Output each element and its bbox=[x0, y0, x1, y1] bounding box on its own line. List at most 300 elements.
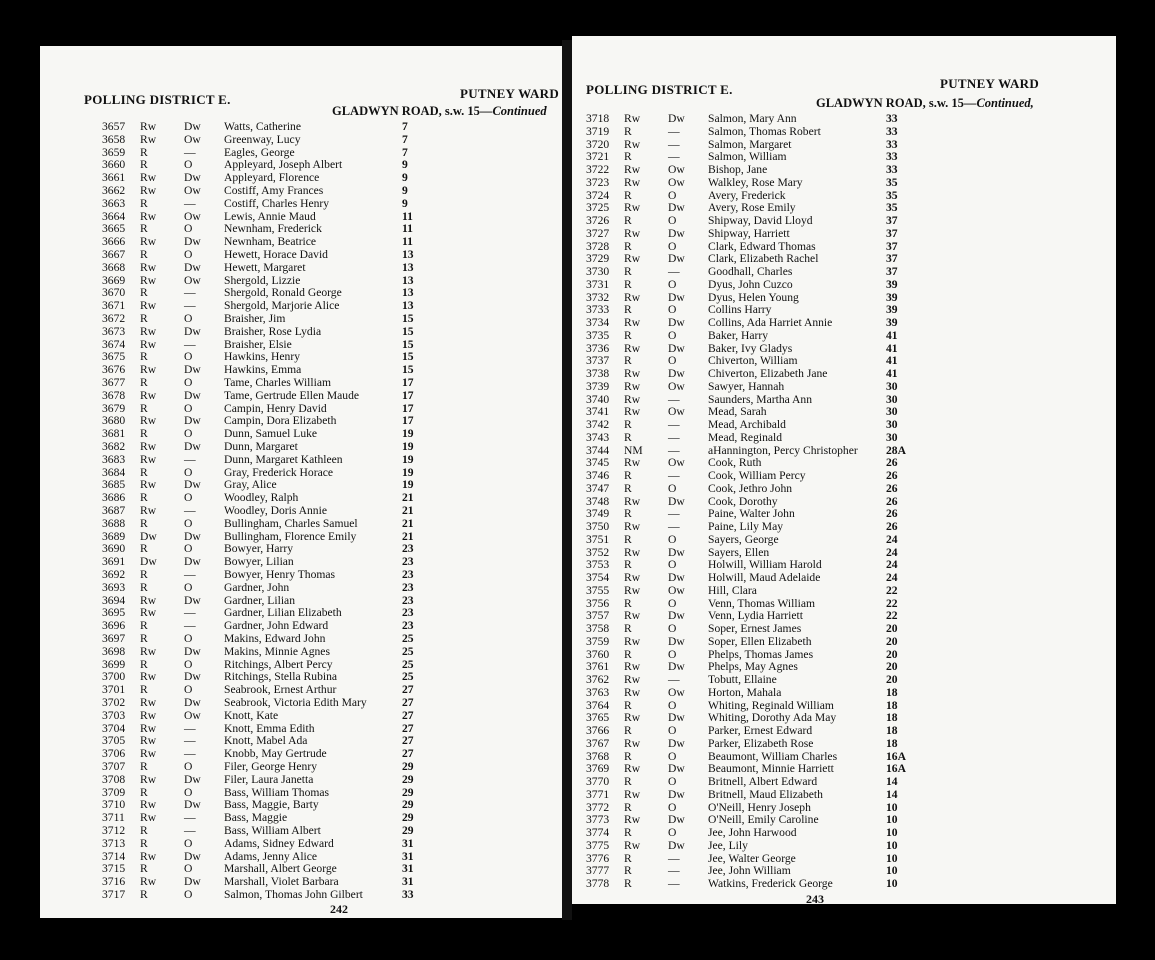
elector-number: 3691 bbox=[102, 555, 126, 569]
qualification-code: Rw bbox=[624, 316, 641, 329]
elector-number: 3703 bbox=[102, 708, 126, 722]
elector-number: 3769 bbox=[586, 762, 610, 776]
elector-row bbox=[586, 329, 1026, 342]
elector-row bbox=[586, 150, 1026, 163]
occupation-code: — bbox=[668, 430, 680, 444]
elector-number: 3707 bbox=[102, 760, 126, 773]
elector-row bbox=[102, 632, 542, 645]
occupation-code: Dw bbox=[184, 120, 201, 133]
qualification-code: R bbox=[624, 150, 632, 164]
occupation-code: O bbox=[184, 401, 193, 415]
qualification-code: Rw bbox=[624, 290, 641, 304]
qualification-code: Dw bbox=[140, 529, 157, 543]
elector-number: 3711 bbox=[102, 811, 125, 825]
occupation-code: O bbox=[184, 376, 193, 389]
qualification-code: Rw bbox=[140, 593, 157, 607]
elector-row bbox=[586, 699, 1026, 712]
occupation-code: Ow bbox=[668, 405, 685, 419]
elector-name: Jee, John Harwood bbox=[708, 826, 797, 839]
qualification-code: Rw bbox=[624, 736, 641, 750]
elector-name: Sayers, George bbox=[708, 532, 779, 546]
house-number: 10 bbox=[886, 838, 898, 852]
elector-row bbox=[102, 274, 542, 287]
elector-number: 3693 bbox=[102, 580, 126, 594]
qualification-code: Rw bbox=[140, 171, 157, 185]
qualification-code: R bbox=[624, 698, 632, 712]
qualification-code: Rw bbox=[624, 494, 641, 508]
elector-number: 3750 bbox=[586, 520, 610, 533]
house-number: 26 bbox=[886, 520, 898, 533]
qualification-code: Rw bbox=[624, 609, 641, 623]
elector-row bbox=[102, 850, 542, 863]
elector-name: Baker, Ivy Gladys bbox=[708, 341, 793, 355]
elector-row bbox=[102, 376, 542, 389]
qualification-code: Rw bbox=[140, 273, 157, 287]
elector-name: Holwill, Maud Adelaide bbox=[708, 571, 821, 584]
district-heading: POLLING DISTRICT E. bbox=[586, 82, 733, 97]
elector-row bbox=[102, 581, 542, 594]
occupation-code: Dw bbox=[668, 201, 685, 215]
house-number: 14 bbox=[886, 775, 898, 788]
elector-number: 3674 bbox=[102, 337, 126, 351]
house-number: 26 bbox=[886, 456, 898, 470]
house-number: 30 bbox=[886, 405, 898, 419]
elector-number: 3662 bbox=[102, 184, 126, 197]
house-number: 13 bbox=[402, 286, 414, 300]
house-number: 28A bbox=[886, 443, 906, 457]
elector-name: Cook, Ruth bbox=[708, 456, 762, 470]
elector-number: 3775 bbox=[586, 838, 610, 852]
elector-name: Soper, Ellen Elizabeth bbox=[708, 634, 812, 648]
qualification-code: Rw bbox=[140, 875, 157, 889]
occupation-code: Dw bbox=[184, 798, 201, 812]
occupation-code: O bbox=[184, 785, 193, 799]
occupation-code: Dw bbox=[668, 112, 685, 125]
qualification-code: Rw bbox=[140, 811, 157, 825]
occupation-code: Dw bbox=[184, 414, 201, 428]
occupation-code: O bbox=[184, 657, 193, 671]
elector-name: Dunn, Margaret bbox=[224, 440, 298, 453]
house-number: 20 bbox=[886, 647, 898, 661]
elector-name: Bowyer, Lilian bbox=[224, 555, 294, 569]
qualification-code: R bbox=[624, 469, 632, 482]
occupation-code: — bbox=[184, 196, 196, 210]
occupation-code: O bbox=[184, 222, 193, 236]
elector-row bbox=[586, 418, 1026, 431]
elector-number: 3689 bbox=[102, 529, 126, 543]
occupation-code: — bbox=[668, 851, 680, 865]
elector-number: 3751 bbox=[586, 532, 610, 546]
elector-number: 3677 bbox=[102, 376, 126, 389]
elector-number: 3696 bbox=[102, 619, 126, 633]
elector-row bbox=[102, 466, 542, 479]
elector-number: 3737 bbox=[586, 354, 610, 368]
elector-row bbox=[102, 862, 542, 875]
occupation-code: Dw bbox=[184, 875, 201, 889]
elector-name: Appleyard, Joseph Albert bbox=[224, 158, 343, 172]
elector-row bbox=[586, 813, 1026, 826]
elector-row bbox=[102, 402, 542, 415]
elector-name: Watts, Catherine bbox=[224, 120, 301, 133]
occupation-code: Dw bbox=[668, 787, 685, 801]
occupation-code: Ow bbox=[184, 184, 201, 197]
elector-row bbox=[586, 622, 1026, 635]
elector-row bbox=[102, 210, 542, 223]
elector-row bbox=[586, 431, 1026, 444]
elector-number: 3678 bbox=[102, 388, 126, 402]
elector-row bbox=[102, 235, 542, 248]
elector-number: 3721 bbox=[586, 150, 610, 164]
elector-row bbox=[586, 380, 1026, 393]
house-number: 33 bbox=[886, 137, 898, 151]
elector-name: Dyus, John Cuzco bbox=[708, 277, 793, 291]
house-number: 21 bbox=[402, 504, 414, 517]
ward-heading: PUTNEY WARD bbox=[460, 86, 560, 101]
occupation-code: Dw bbox=[668, 711, 685, 725]
qualification-code: Rw bbox=[624, 367, 641, 380]
elector-row bbox=[586, 265, 1026, 278]
house-number: 29 bbox=[402, 824, 414, 837]
elector-name: Filer, Laura Janetta bbox=[224, 772, 314, 786]
house-number: 24 bbox=[886, 545, 898, 559]
elector-row bbox=[102, 696, 542, 709]
elector-row bbox=[102, 619, 542, 632]
elector-number: 3695 bbox=[102, 606, 126, 620]
occupation-code: Ow bbox=[668, 685, 685, 699]
elector-row bbox=[102, 594, 542, 607]
elector-name: Knott, Kate bbox=[224, 708, 279, 722]
elector-row bbox=[102, 146, 542, 159]
occupation-code: Ow bbox=[668, 456, 685, 470]
elector-number: 3720 bbox=[586, 137, 610, 151]
elector-row bbox=[102, 645, 542, 658]
occupation-code: — bbox=[184, 734, 196, 748]
elector-name: Shipway, David Lloyd bbox=[708, 214, 813, 227]
occupation-code: Dw bbox=[668, 545, 685, 559]
occupation-code: O bbox=[184, 465, 193, 479]
qualification-code: Rw bbox=[624, 112, 641, 125]
elector-number: 3716 bbox=[102, 875, 126, 889]
elector-row bbox=[586, 189, 1026, 202]
elector-name: Salmon, Thomas Robert bbox=[708, 124, 821, 138]
occupation-code: — bbox=[184, 504, 196, 517]
qualification-code: Rw bbox=[624, 685, 641, 699]
house-number: 23 bbox=[402, 580, 414, 594]
qualification-code: R bbox=[140, 491, 148, 505]
qualification-code: R bbox=[624, 800, 632, 814]
qualification-code: R bbox=[624, 864, 632, 878]
house-number: 10 bbox=[886, 851, 898, 865]
qualification-code: Rw bbox=[140, 209, 157, 223]
qualification-code: Rw bbox=[140, 721, 157, 735]
elector-name: Phelps, Thomas James bbox=[708, 647, 814, 661]
elector-row bbox=[102, 517, 542, 530]
elector-number: 3704 bbox=[102, 721, 126, 735]
elector-row bbox=[102, 709, 542, 722]
elector-row bbox=[586, 864, 1026, 877]
elector-name: Cook, Jethro John bbox=[708, 481, 793, 495]
elector-row bbox=[102, 338, 542, 351]
house-number: 30 bbox=[886, 379, 898, 393]
elector-number: 3699 bbox=[102, 657, 126, 671]
qualification-code: R bbox=[140, 427, 148, 441]
elector-row bbox=[102, 683, 542, 696]
qualification-code: Rw bbox=[624, 762, 641, 776]
occupation-code: Dw bbox=[184, 772, 201, 786]
elector-row bbox=[586, 354, 1026, 367]
elector-row bbox=[102, 568, 542, 581]
elector-name: Filer, George Henry bbox=[224, 760, 318, 773]
elector-row bbox=[102, 299, 542, 312]
elector-number: 3694 bbox=[102, 593, 126, 607]
elector-number: 3766 bbox=[586, 724, 610, 737]
elector-row bbox=[102, 248, 542, 261]
elector-row bbox=[586, 176, 1026, 189]
house-number: 23 bbox=[402, 619, 414, 633]
house-number: 24 bbox=[886, 558, 898, 572]
elector-number: 3765 bbox=[586, 711, 610, 725]
qualification-code: Rw bbox=[624, 341, 641, 355]
elector-name: O'Neill, Emily Caroline bbox=[708, 813, 819, 827]
qualification-code: R bbox=[624, 481, 632, 495]
elector-name: Parker, Elizabeth Rose bbox=[708, 736, 814, 750]
elector-name: Salmon, William bbox=[708, 150, 787, 164]
elector-name: Gardner, Lilian bbox=[224, 593, 296, 607]
occupation-code: Dw bbox=[668, 226, 685, 240]
elector-name: Saunders, Martha Ann bbox=[708, 392, 813, 406]
occupation-code: Ow bbox=[668, 175, 685, 189]
occupation-code: Dw bbox=[668, 634, 685, 648]
elector-name: Jee, Lily bbox=[708, 838, 748, 852]
elector-name: Ritchings, Albert Percy bbox=[224, 657, 333, 671]
elector-row bbox=[586, 737, 1026, 750]
qualification-code: Rw bbox=[140, 452, 157, 466]
elector-name: Collins, Ada Harriet Annie bbox=[708, 316, 833, 329]
occupation-code: O bbox=[668, 303, 677, 317]
elector-row bbox=[586, 852, 1026, 865]
qualification-code: R bbox=[624, 354, 632, 368]
house-number: 11 bbox=[402, 235, 413, 249]
elector-name: Greenway, Lucy bbox=[224, 132, 301, 146]
occupation-code: O bbox=[184, 427, 193, 441]
house-number: 22 bbox=[886, 609, 898, 623]
elector-number: 3734 bbox=[586, 316, 610, 329]
elector-row bbox=[102, 171, 542, 184]
house-number: 15 bbox=[402, 350, 414, 364]
elector-row bbox=[586, 482, 1026, 495]
qualification-code: Rw bbox=[140, 299, 157, 313]
occupation-code: Dw bbox=[184, 388, 201, 402]
elector-name: Beaumont, William Charles bbox=[708, 749, 838, 763]
ward-heading: PUTNEY WARD bbox=[940, 76, 1040, 91]
qualification-code: Rw bbox=[624, 226, 641, 240]
occupation-code: Dw bbox=[184, 849, 201, 863]
occupation-code: Ow bbox=[184, 708, 201, 722]
qualification-code: Rw bbox=[140, 235, 157, 249]
house-number: 29 bbox=[402, 772, 414, 786]
elector-name: Woodley, Ralph bbox=[224, 491, 299, 505]
elector-name: Whiting, Dorothy Ada May bbox=[708, 711, 837, 725]
elector-row bbox=[586, 609, 1026, 622]
page-number: 242 bbox=[330, 902, 348, 916]
qualification-code: R bbox=[624, 558, 632, 572]
house-number: 17 bbox=[402, 414, 414, 428]
house-number: 14 bbox=[886, 787, 898, 801]
house-number: 24 bbox=[886, 532, 898, 546]
occupation-code: Dw bbox=[668, 290, 685, 304]
qualification-code: Rw bbox=[140, 388, 157, 402]
elector-number: 3752 bbox=[586, 545, 610, 559]
occupation-code: O bbox=[668, 647, 677, 661]
house-number: 13 bbox=[402, 260, 414, 274]
house-number: 39 bbox=[886, 290, 898, 304]
elector-name: Chiverton, William bbox=[708, 354, 798, 368]
occupation-code: O bbox=[184, 350, 193, 364]
elector-name: Gardner, John Edward bbox=[224, 619, 329, 633]
elector-name: Avery, Rose Emily bbox=[708, 201, 796, 215]
elector-row bbox=[586, 316, 1026, 329]
qualification-code: R bbox=[624, 239, 632, 253]
qualification-code: Rw bbox=[140, 696, 157, 709]
elector-number: 3777 bbox=[586, 864, 610, 878]
occupation-code: Dw bbox=[668, 316, 685, 329]
house-number: 22 bbox=[886, 583, 898, 597]
qualification-code: Rw bbox=[140, 772, 157, 786]
elector-row bbox=[102, 120, 542, 133]
occupation-code: O bbox=[668, 354, 677, 368]
house-number: 23 bbox=[402, 555, 414, 569]
elector-number: 3725 bbox=[586, 201, 610, 215]
house-number: 16A bbox=[886, 762, 906, 776]
elector-number: 3681 bbox=[102, 427, 126, 441]
qualification-code: Rw bbox=[624, 379, 641, 393]
qualification-code: Rw bbox=[140, 132, 157, 146]
elector-number: 3774 bbox=[586, 826, 610, 839]
house-number: 35 bbox=[886, 175, 898, 189]
elector-name: Salmon, Margaret bbox=[708, 137, 792, 151]
road-heading bbox=[816, 96, 1034, 111]
elector-row bbox=[102, 670, 542, 683]
elector-name: Phelps, May Agnes bbox=[708, 660, 798, 674]
elector-name: Makins, Minnie Agnes bbox=[224, 644, 330, 658]
elector-name: Gardner, Lilian Elizabeth bbox=[224, 606, 342, 620]
qualification-code: R bbox=[624, 430, 632, 444]
occupation-code: — bbox=[184, 568, 196, 581]
house-number: 37 bbox=[886, 265, 898, 278]
qualification-code: R bbox=[624, 877, 632, 890]
elector-number: 3685 bbox=[102, 478, 126, 492]
qualification-code: R bbox=[624, 596, 632, 610]
elector-name: Dunn, Margaret Kathleen bbox=[224, 452, 343, 466]
elector-name: Bowyer, Harry bbox=[224, 542, 294, 556]
elector-row bbox=[102, 184, 542, 197]
occupation-code: O bbox=[184, 542, 193, 556]
elector-row bbox=[586, 635, 1026, 648]
elector-name: Hewett, Margaret bbox=[224, 260, 306, 274]
occupation-code: O bbox=[184, 836, 193, 850]
elector-row bbox=[586, 597, 1026, 610]
elector-name: Tame, Charles William bbox=[224, 376, 332, 389]
elector-name: Bowyer, Henry Thomas bbox=[224, 568, 336, 581]
elector-number: 3682 bbox=[102, 440, 126, 453]
elector-number: 3718 bbox=[586, 112, 610, 125]
house-number: 15 bbox=[402, 324, 414, 338]
occupation-code: — bbox=[668, 877, 680, 890]
elector-name: Braisher, Rose Lydia bbox=[224, 324, 322, 338]
elector-number: 3719 bbox=[586, 124, 610, 138]
qualification-code: Rw bbox=[140, 644, 157, 658]
elector-row bbox=[102, 312, 542, 325]
elector-row bbox=[102, 606, 542, 619]
house-number: 23 bbox=[402, 542, 414, 556]
qualification-code: Rw bbox=[140, 478, 157, 492]
occupation-code: O bbox=[184, 158, 193, 172]
elector-name: Venn, Lydia Harriett bbox=[708, 609, 803, 623]
elector-name: Tobutt, Ellaine bbox=[708, 673, 777, 686]
elector-name: Whiting, Reginald William bbox=[708, 698, 834, 712]
occupation-code: O bbox=[668, 698, 677, 712]
elector-number: 3746 bbox=[586, 469, 610, 482]
occupation-code: O bbox=[668, 328, 677, 342]
house-number: 39 bbox=[886, 303, 898, 317]
elector-number: 3754 bbox=[586, 571, 610, 584]
qualification-code: R bbox=[624, 724, 632, 737]
elector-row bbox=[586, 405, 1026, 418]
qualification-code: R bbox=[140, 888, 148, 901]
house-number: 22 bbox=[886, 596, 898, 610]
house-number: 9 bbox=[402, 158, 408, 172]
house-number: 15 bbox=[402, 337, 414, 351]
elector-name: Gray, Alice bbox=[224, 478, 277, 492]
occupation-code: Dw bbox=[184, 440, 201, 453]
elector-number: 3771 bbox=[586, 787, 610, 801]
qualification-code: R bbox=[140, 465, 148, 479]
elector-row bbox=[586, 291, 1026, 304]
house-number: 31 bbox=[402, 875, 414, 889]
elector-row bbox=[586, 673, 1026, 686]
elector-name: Costiff, Amy Frances bbox=[224, 184, 324, 197]
elector-name: Parker, Ernest Edward bbox=[708, 724, 813, 737]
elector-name: Gray, Frederick Horace bbox=[224, 465, 334, 479]
house-number: 41 bbox=[886, 328, 898, 342]
elector-number: 3706 bbox=[102, 747, 126, 761]
qualification-code: Rw bbox=[140, 440, 157, 453]
elector-row bbox=[102, 414, 542, 427]
elector-row bbox=[102, 478, 542, 491]
occupation-code: — bbox=[668, 137, 680, 151]
elector-number: 3739 bbox=[586, 379, 610, 393]
elector-row bbox=[586, 826, 1026, 839]
elector-number: 3763 bbox=[586, 685, 610, 699]
occupation-code: Ow bbox=[668, 379, 685, 393]
qualification-code: R bbox=[140, 350, 148, 364]
elector-name: Cook, William Percy bbox=[708, 469, 806, 482]
occupation-code: — bbox=[668, 418, 680, 431]
elector-row bbox=[102, 133, 542, 146]
house-number: 23 bbox=[402, 593, 414, 607]
occupation-code: O bbox=[668, 724, 677, 737]
elector-row bbox=[586, 520, 1026, 533]
occupation-code: — bbox=[668, 864, 680, 878]
occupation-code: — bbox=[668, 469, 680, 482]
house-number: 27 bbox=[402, 696, 414, 709]
occupation-code: — bbox=[184, 299, 196, 313]
elector-number: 3688 bbox=[102, 516, 126, 530]
elector-row bbox=[102, 389, 542, 402]
house-number: 41 bbox=[886, 354, 898, 368]
house-number: 33 bbox=[886, 163, 898, 176]
elector-number: 3667 bbox=[102, 248, 126, 261]
